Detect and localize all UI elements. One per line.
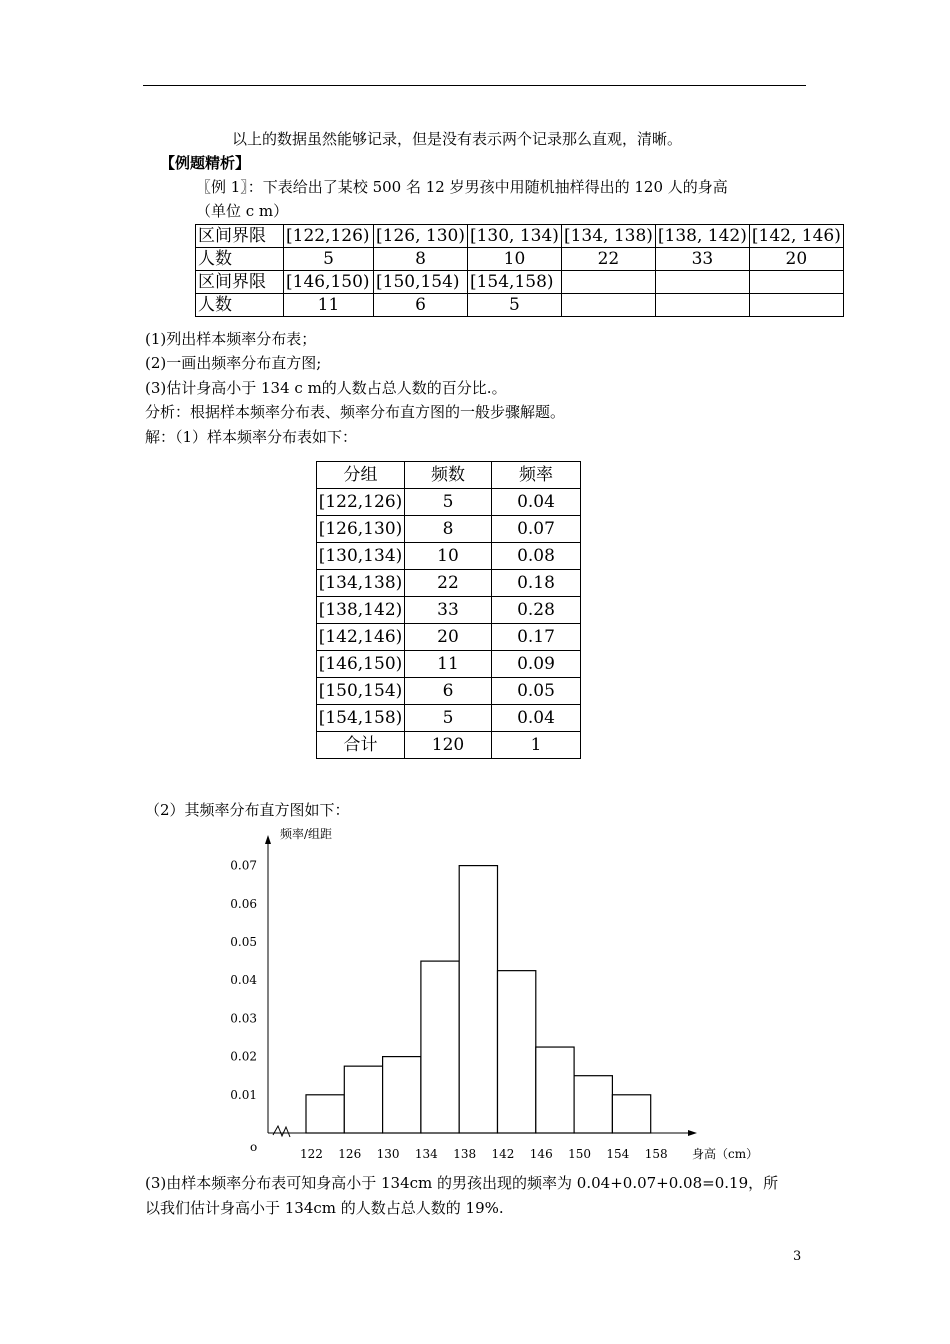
solution-text: 解：（1）样本频率分布表如下： <box>145 428 358 446</box>
table-cell: 10 <box>467 248 561 271</box>
table-cell: [150,154) <box>374 271 468 294</box>
table-cell: [154,158) <box>467 271 561 294</box>
table-cell: [142, 146) <box>749 225 843 248</box>
table-cell: 8 <box>405 516 492 543</box>
x-tick-label: 146 <box>529 1147 553 1161</box>
table-cell: 人数 <box>196 248 284 271</box>
example-unit: （单位 c m） <box>196 202 289 220</box>
table-cell: 33 <box>655 248 749 271</box>
table-row <box>317 597 581 624</box>
x-tick-label: 138 <box>453 1147 477 1161</box>
table-cell: 120 <box>405 732 492 759</box>
header-rule <box>143 85 806 86</box>
table-cell: 6 <box>374 294 468 317</box>
table-cell: 6 <box>405 678 492 705</box>
y-tick-label: 0.02 <box>230 1049 257 1064</box>
table-cell: 0.17 <box>492 624 581 651</box>
x-tick-label: 142 <box>491 1147 515 1161</box>
table-header: 分组 <box>317 462 405 489</box>
table-cell: 8 <box>374 248 468 271</box>
table-cell: [130,134) <box>317 543 405 570</box>
analysis-text: 分析：根据样本频率分布表、频率分布直方图的一般步骤解题。 <box>145 403 566 421</box>
table-cell: [146,150) <box>284 271 374 294</box>
frequency-table <box>316 461 581 759</box>
table-cell <box>749 271 843 294</box>
table-cell: 22 <box>561 248 655 271</box>
table-cell: 33 <box>405 597 492 624</box>
table-cell: 区间界限 <box>196 225 284 248</box>
table-row <box>317 624 581 651</box>
histogram-bar <box>574 1076 612 1133</box>
table-cell <box>749 294 843 317</box>
y-tick-label: 0.01 <box>230 1087 257 1102</box>
x-axis-arrow <box>688 1130 697 1136</box>
table-cell: 10 <box>405 543 492 570</box>
table-row <box>196 294 844 317</box>
table-cell: 0.05 <box>492 678 581 705</box>
y-tick-label: 0.05 <box>230 935 257 949</box>
histogram-chart <box>230 820 770 1170</box>
y-tick-label: 0.04 <box>230 973 257 988</box>
table-cell: 区间界限 <box>196 271 284 294</box>
y-axis-title: 频率/组距 <box>280 827 333 841</box>
table-row <box>317 678 581 705</box>
table-cell: 5 <box>284 248 374 271</box>
table-row <box>317 732 581 759</box>
table-row <box>196 225 844 248</box>
table-cell <box>655 271 749 294</box>
x-tick-label: 126 <box>338 1147 362 1161</box>
histogram-bar <box>459 866 497 1133</box>
table-cell: [134, 138) <box>561 225 655 248</box>
table-cell <box>561 294 655 317</box>
table-cell <box>655 294 749 317</box>
table-cell: 1 <box>492 732 581 759</box>
table-cell: 11 <box>284 294 374 317</box>
table-cell: 合计 <box>317 732 405 759</box>
histogram-bar <box>344 1066 382 1133</box>
table-row <box>317 705 581 732</box>
table-header: 频率 <box>492 462 581 489</box>
question-3: (3)估计身高小于 134 c m的人数占总人数的百分比.。 <box>145 379 507 397</box>
table-cell: 0.08 <box>492 543 581 570</box>
table-cell: [154,158) <box>317 705 405 732</box>
x-tick-label: 130 <box>376 1147 400 1161</box>
table-cell: [130, 134) <box>467 225 561 248</box>
page-number: 3 <box>793 1249 802 1264</box>
table-cell: 11 <box>405 651 492 678</box>
table-cell: [142,146) <box>317 624 405 651</box>
y-tick-label: 0.03 <box>230 1011 257 1026</box>
x-tick-label: 134 <box>414 1147 438 1161</box>
histogram-bar <box>498 971 536 1133</box>
table-cell: [134,138) <box>317 570 405 597</box>
question-1: (1)列出样本频率分布表； <box>145 330 317 348</box>
table-cell: 0.04 <box>492 705 581 732</box>
histogram-bar <box>421 961 459 1133</box>
table-row <box>317 543 581 570</box>
table-cell: [122,126) <box>317 489 405 516</box>
table-cell: 20 <box>749 248 843 271</box>
table-row <box>196 271 844 294</box>
x-tick-label: 154 <box>606 1147 630 1161</box>
table-cell: [126,130) <box>317 516 405 543</box>
x-tick-label: 122 <box>300 1147 323 1161</box>
histogram-bar <box>536 1047 574 1133</box>
table-cell: 0.18 <box>492 570 581 597</box>
question-2: (2)一画出频率分布直方图; <box>145 354 322 372</box>
table-cell: 0.09 <box>492 651 581 678</box>
table-row <box>317 489 581 516</box>
table-cell: [126, 130) <box>374 225 468 248</box>
height-data-table <box>195 224 844 317</box>
table-row <box>317 651 581 678</box>
part3-line2: 以我们估计身高小于 134cm 的人数占总人数的 19%. <box>145 1199 504 1217</box>
table-cell: 20 <box>405 624 492 651</box>
table-cell: [146,150) <box>317 651 405 678</box>
part2-text: （2）其频率分布直方图如下： <box>145 801 350 819</box>
table-cell: 5 <box>405 705 492 732</box>
table-cell: [122,126) <box>284 225 374 248</box>
table-cell: 0.07 <box>492 516 581 543</box>
table-cell: 人数 <box>196 294 284 317</box>
table-cell: 0.04 <box>492 489 581 516</box>
x-tick-label: 158 <box>644 1147 668 1161</box>
x-axis-title: 身高（cm） <box>692 1147 759 1161</box>
table-row <box>196 248 844 271</box>
histogram-bar <box>383 1057 421 1133</box>
table-cell: [138, 142) <box>655 225 749 248</box>
y-tick-label: 0.07 <box>230 858 257 873</box>
table-row <box>317 516 581 543</box>
histogram-bar <box>306 1095 344 1133</box>
histogram-bar <box>612 1095 650 1133</box>
part3-line1: (3)由样本频率分布表可知身高小于 134cm 的男孩出现的频率为 0.04+0.07+0.08=0.19，所 <box>145 1174 779 1192</box>
intro-text: 以上的数据虽然能够记录，但是没有表示两个记录那么直观，清晰。 <box>232 130 683 148</box>
y-axis-arrow <box>265 835 271 844</box>
origin-label: o <box>250 1140 258 1154</box>
table-row <box>317 570 581 597</box>
table-header-row <box>317 462 581 489</box>
axis-break-mark <box>273 1126 290 1137</box>
table-cell: 0.28 <box>492 597 581 624</box>
table-cell: 5 <box>405 489 492 516</box>
table-cell: 5 <box>467 294 561 317</box>
table-cell: 22 <box>405 570 492 597</box>
y-tick-label: 0.06 <box>230 896 257 911</box>
x-tick-label: 150 <box>568 1147 592 1161</box>
section-heading: 【例题精析】 <box>160 154 251 172</box>
table-cell: [150,154) <box>317 678 405 705</box>
table-cell: [138,142) <box>317 597 405 624</box>
example-title: 〖例 1〗：下表给出了某校 500 名 12 岁男孩中用随机抽样得出的 120 人的身高 <box>196 178 728 196</box>
table-header: 频数 <box>405 462 492 489</box>
table-cell <box>561 271 655 294</box>
